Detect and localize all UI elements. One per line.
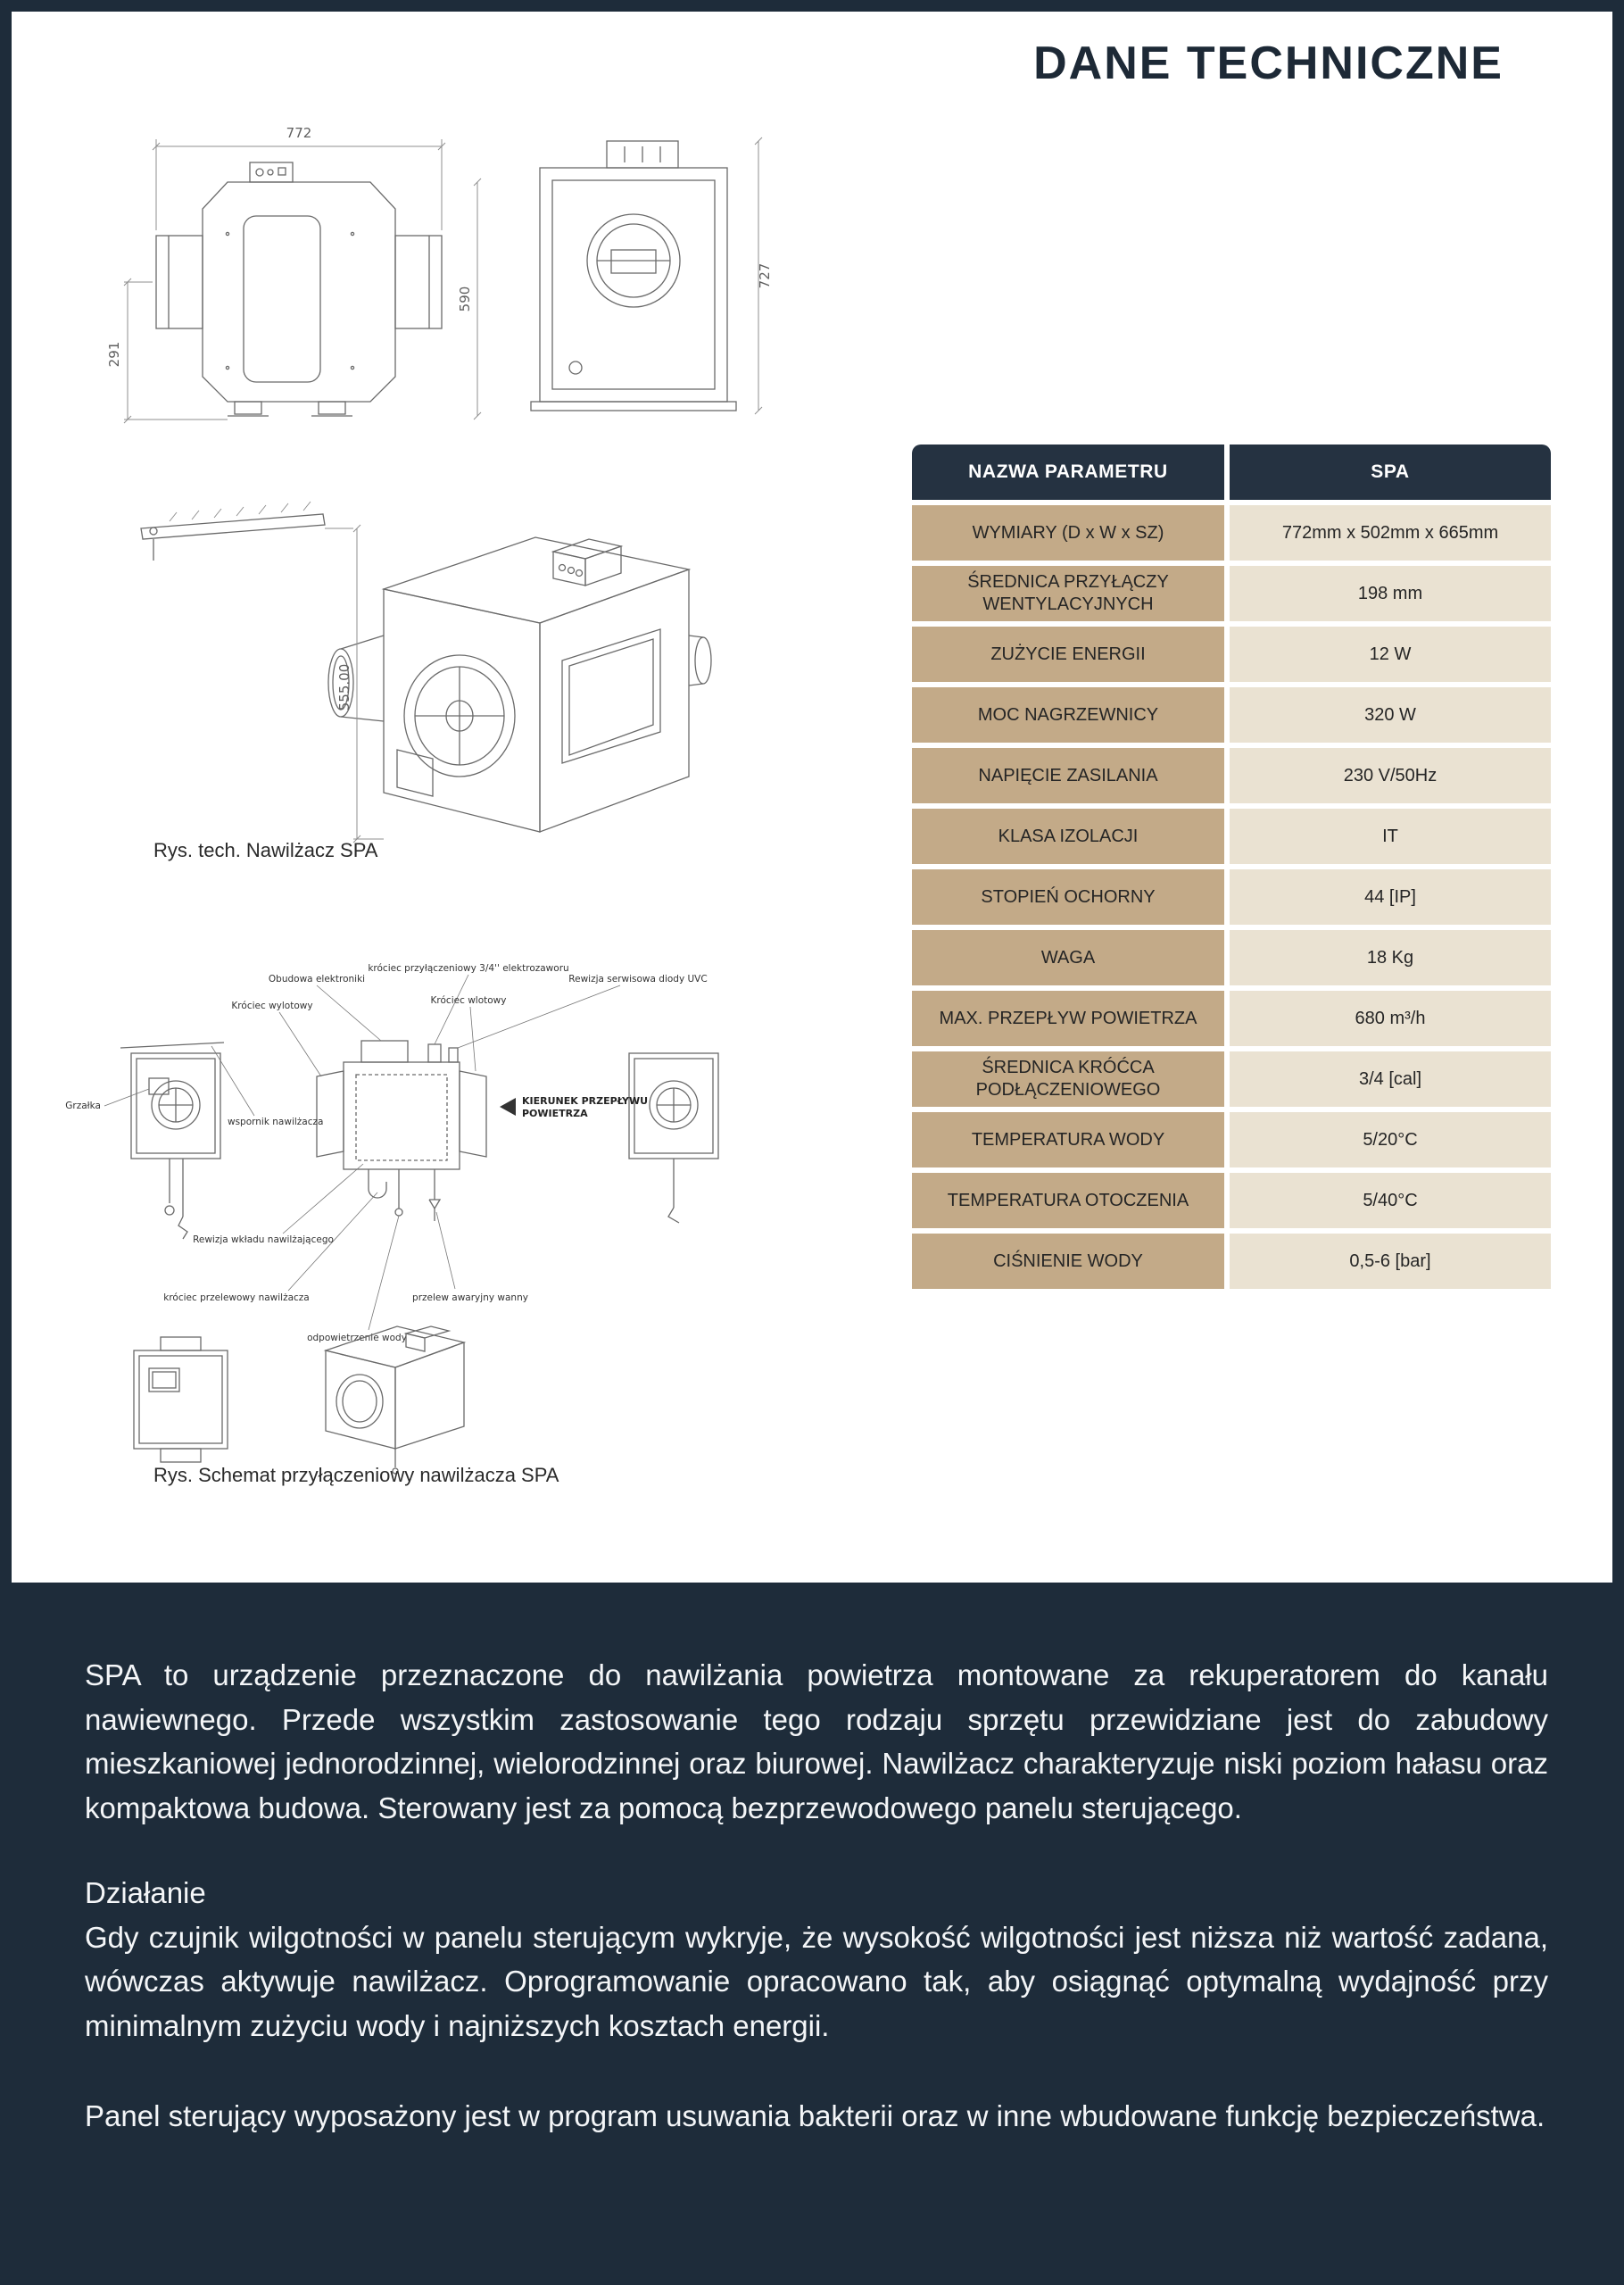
value-cell: 44 [IP] [1230,869,1551,925]
description-paragraph-2: Gdy czujnik wilgotności w panelu sterującym wykryje, że wysokość wilgotności jest niższa niż wartość zadana, wówczas aktywuje nawilżacz. Oprogramowanie opracowano tak, aby osiągnąć optymalną wydajność przy minimalnym zużyciu wody i najniższych kosztach energii. [85,1920,1548,2042]
value-cell: 5/40°C [1230,1173,1551,1228]
value-cell: 12 W [1230,627,1551,682]
schematic-label-wlot: Króciec wlotowy [430,995,507,1006]
dim-height-590: 590 [457,286,473,312]
connection-schematic [49,944,825,1480]
table-header-param: NAZWA PARAMETRU [912,445,1224,500]
value-cell: IT [1230,809,1551,864]
table-header-value: SPA [1230,445,1551,500]
technical-drawing-orthographic [94,82,799,448]
param-cell: STOPIEŃ OCHORNY [912,869,1224,925]
table-row [912,627,1551,682]
value-cell: 198 mm [1230,566,1551,621]
table-row [912,809,1551,864]
table-row [912,687,1551,743]
schematic-label-rewizja-wkladu: Rewizja wkładu nawilżającego [193,1234,334,1245]
content-panel [12,12,1612,1583]
schematic-label-przelew-awaryjny: przelew awaryjny wanny [412,1292,528,1303]
value-cell: 320 W [1230,687,1551,743]
param-cell: NAPIĘCIE ZASILANIA [912,748,1224,803]
table-row [912,566,1551,621]
table-row [912,1173,1551,1228]
table-row [912,930,1551,985]
schematic-label-odpowietrzenie: odpowietrzenie wody [307,1333,407,1343]
table-row [912,505,1551,561]
param-cell: ZUŻYCIE ENERGII [912,627,1224,682]
isometric-view-svg [89,482,794,852]
value-cell: 0,5-6 [bar] [1230,1234,1551,1289]
technical-drawing-isometric [89,482,794,852]
value-cell: 680 m³/h [1230,991,1551,1046]
value-cell: 5/20°C [1230,1112,1551,1167]
table-row [912,1051,1551,1107]
table-row [912,869,1551,925]
connection-schematic-svg [49,944,825,1480]
description-paragraph-1: SPA to urządzenie przeznaczone do nawilżania powietrza montowane za rekuperatorem do kanału nawiewnego. Przede wszystkim zastosowanie tego rodzaju sprzętu przewidziane jest do zabudowy mieszkaniowej jednorodzinnej, wielorodzinnej oraz biurowej. Nawilżacz charakteryzuje niski poziom hałasu oraz kompaktowa budowa. Sterowany jest za pomocą bezprzewodowego panelu sterującego. [85,1658,1548,1824]
spec-table [912,445,1551,1289]
param-cell: CIŚNIENIE WODY [912,1234,1224,1289]
schematic-label-przelewowy: króciec przelewowy nawilżacza [163,1292,310,1303]
table-row [912,748,1551,803]
dim-depth-291: 291 [106,341,122,368]
schematic-label-elektrozawor: króciec przyłączeniowy 3/4'' elektrozaworu [368,963,569,974]
param-cell: KLASA IZOLACJI [912,809,1224,864]
caption-schematic: Rys. Schemat przyłączeniowy nawilżacza SPA [153,1464,559,1486]
schematic-label-kierunek-1: KIERUNEK PRZEPŁYWU [522,1095,649,1107]
param-cell: ŚREDNICA PRZYŁĄCZY WENTYLACYJNYCH [912,566,1224,621]
table-row [912,991,1551,1046]
dim-width-772: 772 [286,125,312,141]
page-title: DANE TECHNICZNE [1033,37,1504,89]
orthographic-views-svg [94,82,799,448]
param-cell: WYMIARY (D x W x SZ) [912,505,1224,561]
dim-iso-555: 555.00 [336,663,352,711]
param-cell: TEMPERATURA OTOCZENIA [912,1173,1224,1228]
value-cell: 3/4 [cal] [1230,1051,1551,1107]
value-cell: 230 V/50Hz [1230,748,1551,803]
param-cell: WAGA [912,930,1224,985]
schematic-label-kierunek-2: POWIETRZA [522,1108,588,1119]
param-cell: TEMPERATURA WODY [912,1112,1224,1167]
table-row [912,1112,1551,1167]
table-header-row [912,445,1551,500]
description-paragraph-3: Panel sterujący wyposażony jest w program usuwania bakterii oraz w inne wbudowane funkcję bezpieczeństwa. [85,2099,1545,2132]
caption-technical-drawing: Rys. tech. Nawilżacz SPA [153,839,378,861]
table-row [912,1234,1551,1289]
schematic-label-wspornik: wspornik nawilżacza [228,1117,324,1127]
param-cell: MAX. PRZEPŁYW POWIETRZA [912,991,1224,1046]
description-heading: Działanie [85,1876,206,1909]
schematic-label-grzalka: Grzałka [65,1101,101,1111]
dim-height-727: 727 [757,262,773,289]
schematic-label-obudowa: Obudowa elektroniki [268,974,366,985]
schematic-label-wylot: Króciec wylotowy [231,1001,313,1011]
param-cell: MOC NAGRZEWNICY [912,687,1224,743]
param-cell: ŚREDNICA KRÓĆCA PODŁĄCZENIOWEGO [912,1051,1224,1107]
value-cell: 772mm x 502mm x 665mm [1230,505,1551,561]
schematic-label-uvc: Rewizja serwisowa diody UVC [568,974,708,985]
value-cell: 18 Kg [1230,930,1551,985]
description-section [85,1653,1548,2139]
